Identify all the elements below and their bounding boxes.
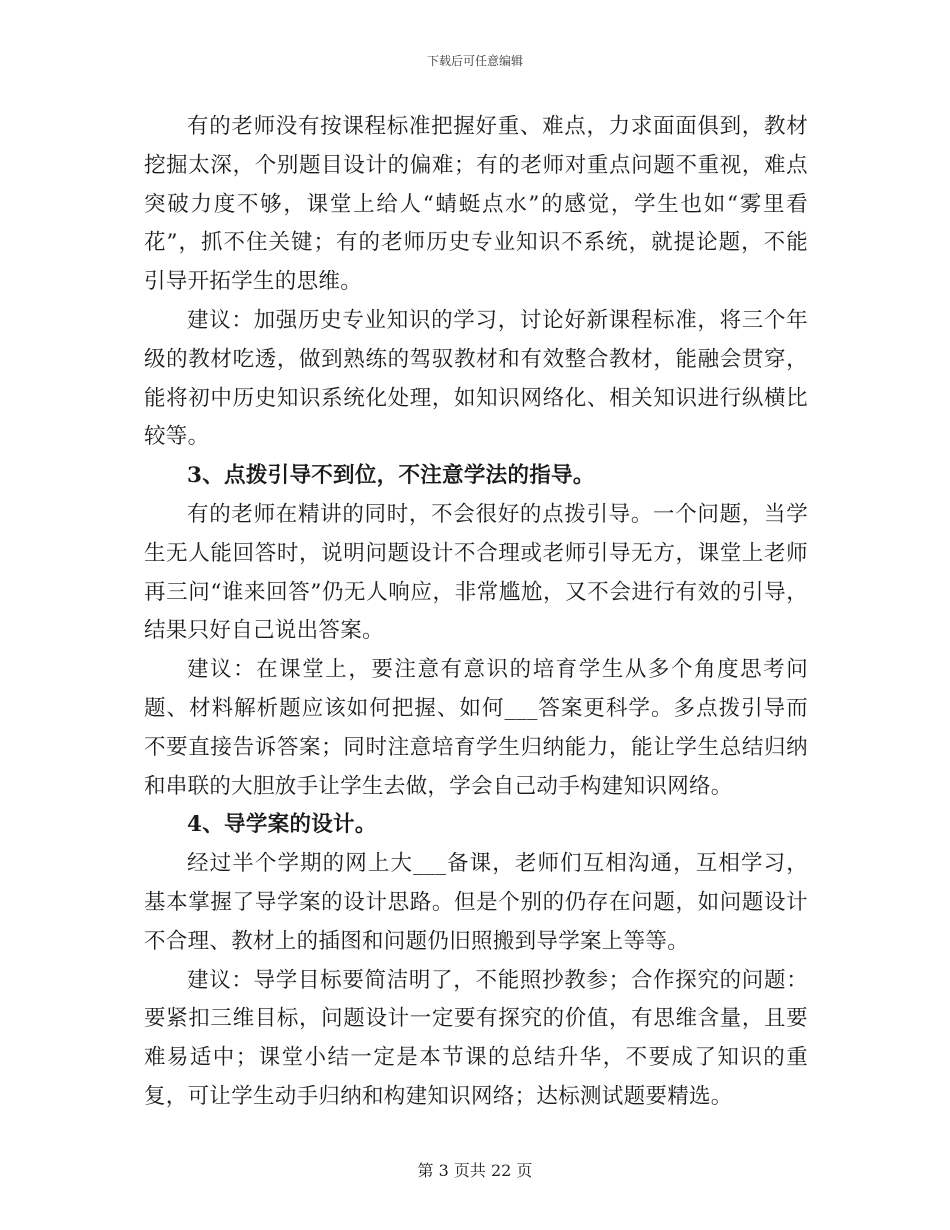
paragraph: 建议：加强历史专业知识的学习，讨论好新课程标准，将三个年级的教材吃透，做到熟练的驾驭教材和有效整合教材，能融会贯穿，能将初中历史知识系统化处理，如知识网络化、相关知识进行纵横比较等。 — [144, 307, 808, 450]
section-heading: 3、点拨引导不到位，不注意学法的指导。 — [187, 463, 595, 489]
paragraph: 建议：在课堂上，要注意有意识的培育学生从多个角度思考问题、材料解析题应该如何把握、如何___答案更科学。多点拨引导而不要直接告诉答案；同时注意培育学生归纳能力，能让学生总结归纳和串联的大胆放手让学生去做，学会自己动手构建知识网络。 — [144, 657, 808, 799]
paragraph: 有的老师没有按课程标准把握好重、难点，力求面面俱到，教材挖掘太深，个别题目设计的偏难；有的老师对重点问题不重视，难点突破力度不够，课堂上给人“蜻蜓点水”的感觉，学生也如“雾里看花”，抓不住关键；有的老师历史专业知识不系统，就提论题，不能引导开拓学生的思维。 — [144, 114, 808, 295]
page-header: 下载后可任意编辑 — [426, 54, 523, 68]
page-footer: 第 3 页共 22 页 — [417, 1161, 533, 1180]
section-heading: 4、导学案的设计。 — [187, 812, 377, 838]
document-body — [144, 108, 808, 1117]
paragraph: 经过半个学期的网上大___备课，老师们互相沟通，互相学习，基本掌握了导学案的设计思路。但是个别的仍存在问题，如问题设计不合理、教材上的插图和问题仍旧照搬到导学案上等等。 — [144, 851, 808, 954]
paragraph: 有的老师在精讲的同时，不会很好的点拨引导。一个问题，当学生无人能回答时，说明问题设计不合理或老师引导无方，课堂上老师再三问“谁来回答”仍无人响应，非常尴尬，又不会进行有效的引导，结果只好自己说出答案。 — [144, 501, 808, 644]
paragraph: 建议：导学目标要简洁明了，不能照抄教参；合作探究的问题：要紧扣三维目标，问题设计一定要有探究的价值，有思维含量，且要难易适中；课堂小结一定是本节课的总结升华，不要成了知识的重复，可让学生动手归纳和构建知识网络；达标测试题要精选。 — [144, 967, 808, 1109]
